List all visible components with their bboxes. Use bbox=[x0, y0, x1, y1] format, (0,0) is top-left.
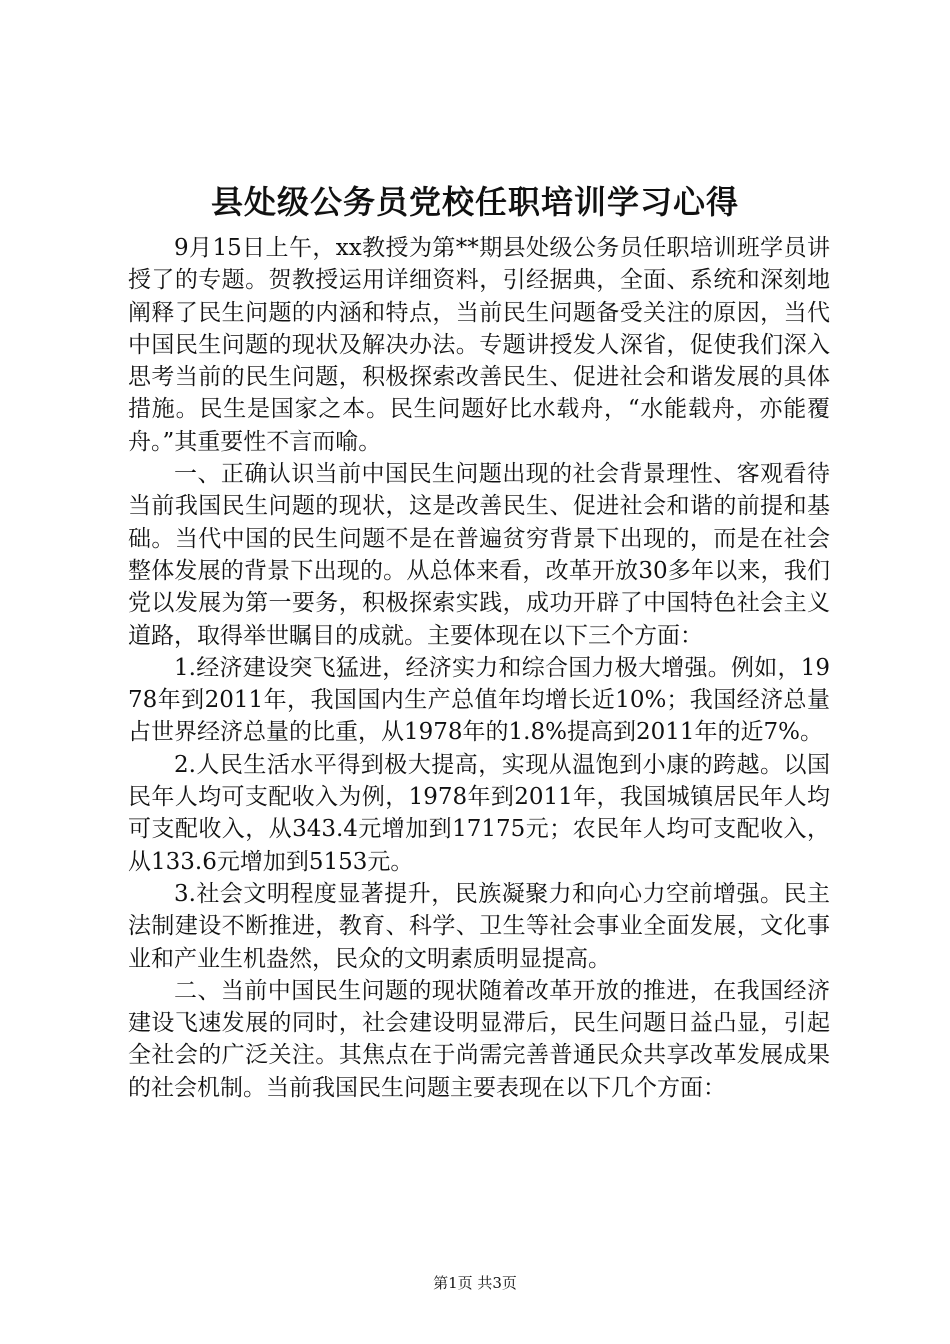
paragraph-point-civilization: 3.社会文明程度显著提升，民族凝聚力和向心力空前增强。民主法制建设不断推进，教育、科学、卫生等社会事业全面发展，文化事业和产业生机盎然，民众的文明素质明显提高。 bbox=[128, 880, 830, 972]
page-number-footer: 第1页 共3页 bbox=[433, 1274, 517, 1292]
document-body bbox=[128, 232, 830, 1104]
document-title: 县处级公务员党校任职培训学习心得 bbox=[210, 183, 739, 221]
paragraph-point-economy: 1.经济建设突飞猛进，经济实力和综合国力极大增强。例如，1978年到2011年，我国国内生产总值年均增长近10%；我国经济总量占世界经济总量的比重，从1978年的1.8%提高到2011年的近7%。 bbox=[128, 654, 830, 746]
paragraph-point-living-standard: 2.人民生活水平得到极大提高，实现从温饱到小康的跨越。以国民年人均可支配收入为例，1978年到2011年，我国城镇居民年人均可支配收入，从343.4元增加到17175元；农民年人均可支配收入，从133.6元增加到5153元。 bbox=[128, 751, 830, 875]
paragraph-section-two: 二、当前中国民生问题的现状随着改革开放的推进，在我国经济建设飞速发展的同时，社会建设明显滞后，民生问题日益凸显，引起全社会的广泛关注。其焦点在于尚需完善普通民众共享改革发展成果的社会机制。当前我国民生问题主要表现在以下几个方面： bbox=[128, 977, 830, 1101]
paragraph-section-one: 一、正确认识当前中国民生问题出现的社会背景理性、客观看待当前我国民生问题的现状，这是改善民生、促进社会和谐的前提和基础。当代中国的民生问题不是在普遍贫穷背景下出现的，而是在社会整体发展的背景下出现的。从总体来看，改革开放30多年以来，我们党以发展为第一要务，积极探索实践，成功开辟了中国特色社会主义道路，取得举世瞩目的成就。主要体现在以下三个方面： bbox=[128, 461, 830, 649]
paragraph-intro: 9月15日上午，xx教授为第**期县处级公务员任职培训班学员讲授了的专题。贺教授运用详细资料，引经据典，全面、系统和深刻地阐释了民生问题的内涵和特点，当前民生问题备受关注的原因，当代中国民生问题的现状及解决办法。专题讲授发人深省，促使我们深入思考当前的民生问题，积极探索改善民生、促进社会和谐发展的具体措施。民生是国家之本。民生问题好比水载舟，“水能载舟，亦能覆舟。”其重要性不言而喻。 bbox=[128, 235, 830, 455]
